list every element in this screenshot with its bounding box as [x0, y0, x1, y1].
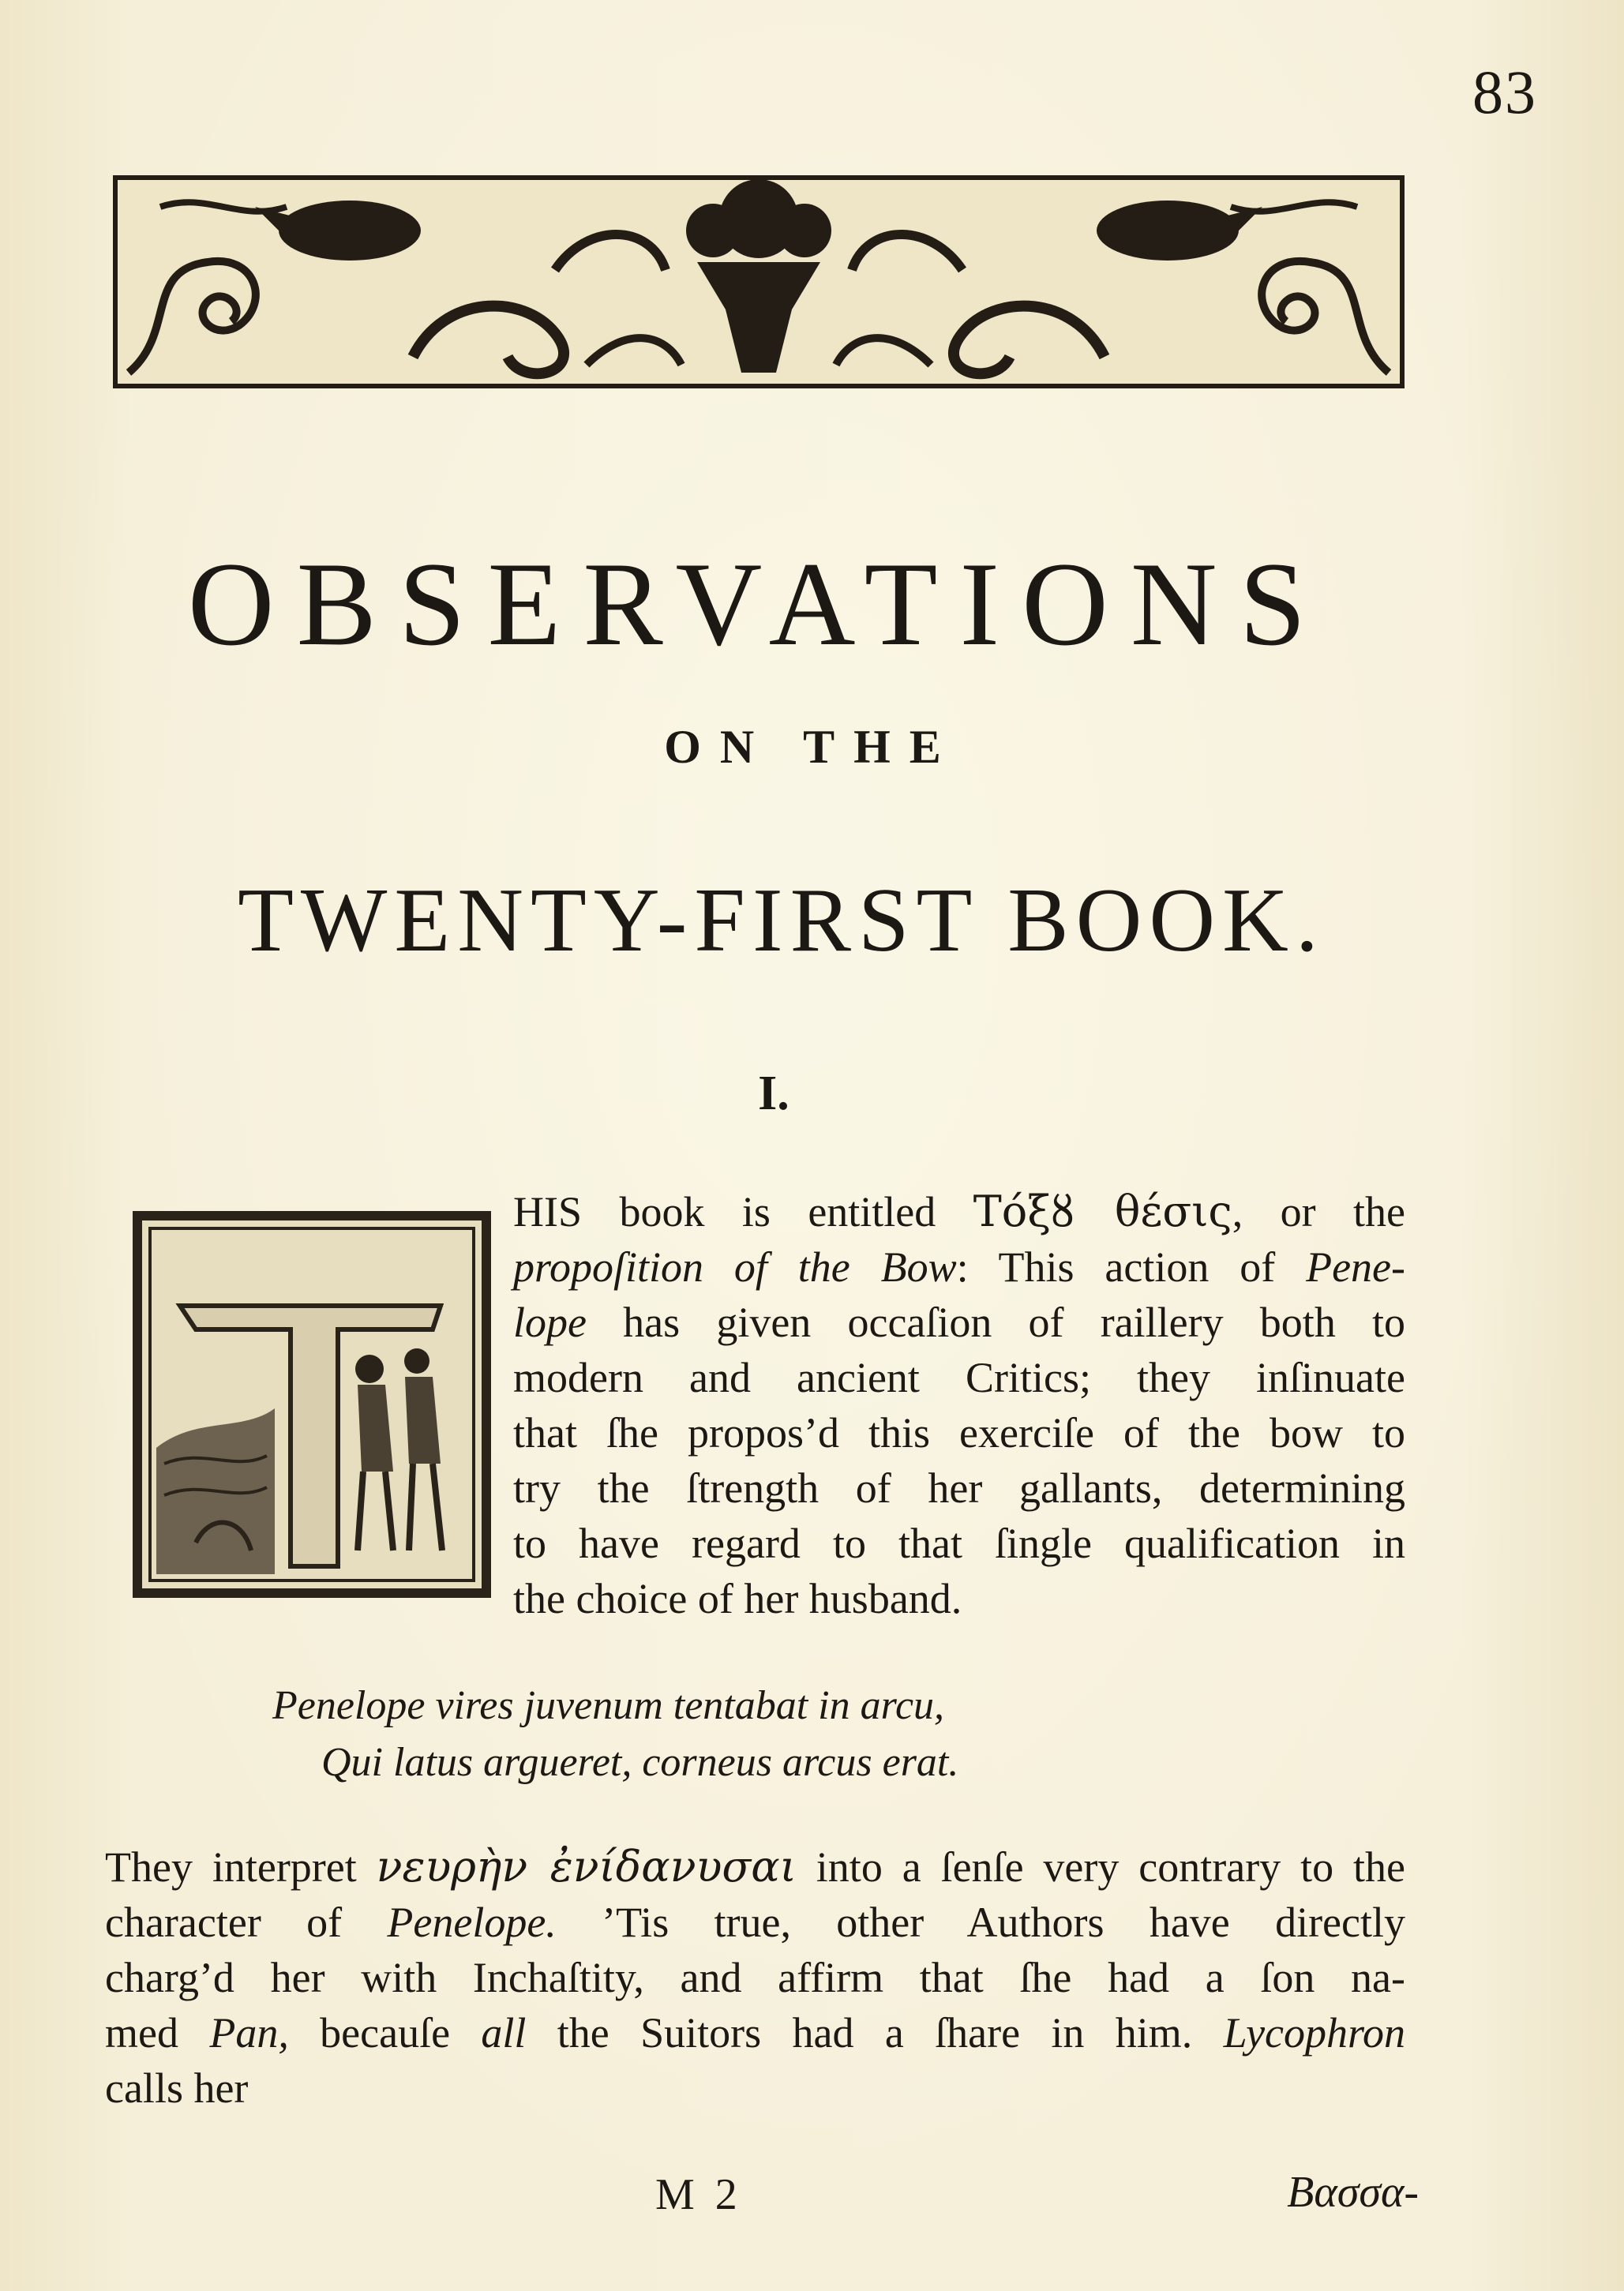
text-line: that ſhe propos’d this exerciſe of the bow to [513, 1409, 1405, 1457]
text-run: ’Tis true, other Authors have directly [556, 1899, 1406, 1946]
historiated-initial-t-icon [133, 1211, 491, 1598]
text-run: : This action of [956, 1243, 1307, 1291]
ornamental-headpiece [113, 175, 1405, 388]
text-line [513, 1295, 1405, 1350]
title-on-the: ON THE [664, 721, 960, 773]
text-line [513, 1239, 1405, 1295]
text-run: becauſe [288, 2009, 482, 2057]
text-line: modern and ancient Critics; they inſinuate [513, 1354, 1405, 1401]
text-run: , or the [1232, 1188, 1406, 1235]
text-line: the choice of her husband. [513, 1575, 962, 1622]
text-run: into a ſenſe very contrary to the [796, 1843, 1405, 1891]
text-line [105, 1895, 1405, 1950]
second-paragraph [105, 1839, 1405, 2116]
latin-verse [272, 1678, 958, 1791]
italic-phrase: propoſition of the Bow [513, 1243, 957, 1291]
italic-name: Lycophron [1223, 2009, 1406, 2057]
text-line: charg’d her with Inchaſtity, and affirm that ſhe had a ſon na- [105, 1954, 1405, 2001]
italic-word: all [481, 2009, 527, 2057]
greek-title: Τόξȣ θέσις [973, 1187, 1232, 1236]
text-run-with-name [526, 2009, 1405, 2057]
text-run: They interpret [105, 1843, 377, 1891]
greek-phrase: νευρὴν ἐνίδανυσαι [376, 1842, 797, 1892]
italic-name: Penelope. [387, 1899, 557, 1946]
text-run: character of [105, 1899, 388, 1946]
title-book: TWENTY-FIRST BOOK. [238, 870, 1326, 971]
text-run: HIS book is entitled [513, 1188, 973, 1235]
italic-name: Pan, [209, 2009, 289, 2057]
text-line [105, 1839, 1405, 1895]
text-run: the Suitors had a ſhare in him. [526, 2009, 1224, 2057]
verse-line-2: Qui latus argueret, corneus arcus erat. [321, 1740, 959, 1785]
italic-name: lope [513, 1299, 587, 1346]
verse-line-1: Penelope vires juvenum tentabat in arcu, [272, 1683, 945, 1728]
text-line [105, 2005, 1405, 2060]
text-line: try the ſtrength of her gallants, determining [513, 1464, 1405, 1512]
title-observations: OBSERVATIONS [187, 538, 1329, 670]
page-number: 83 [1472, 58, 1537, 126]
text-line [513, 1184, 1405, 1239]
italic-name: Pene- [1306, 1243, 1405, 1291]
catchword: Βασσα- [1287, 2168, 1419, 2217]
text-run: med [105, 2009, 210, 2057]
first-paragraph [513, 1184, 1405, 1626]
text-line: to have regard to that ſingle qualification in [513, 1520, 1405, 1567]
text-run: has given occaſion of raillery both to [586, 1299, 1405, 1346]
signature-mark: M 2 [655, 2170, 742, 2219]
text-line: calls her [105, 2064, 249, 2112]
section-numeral: I. [758, 1067, 789, 1120]
